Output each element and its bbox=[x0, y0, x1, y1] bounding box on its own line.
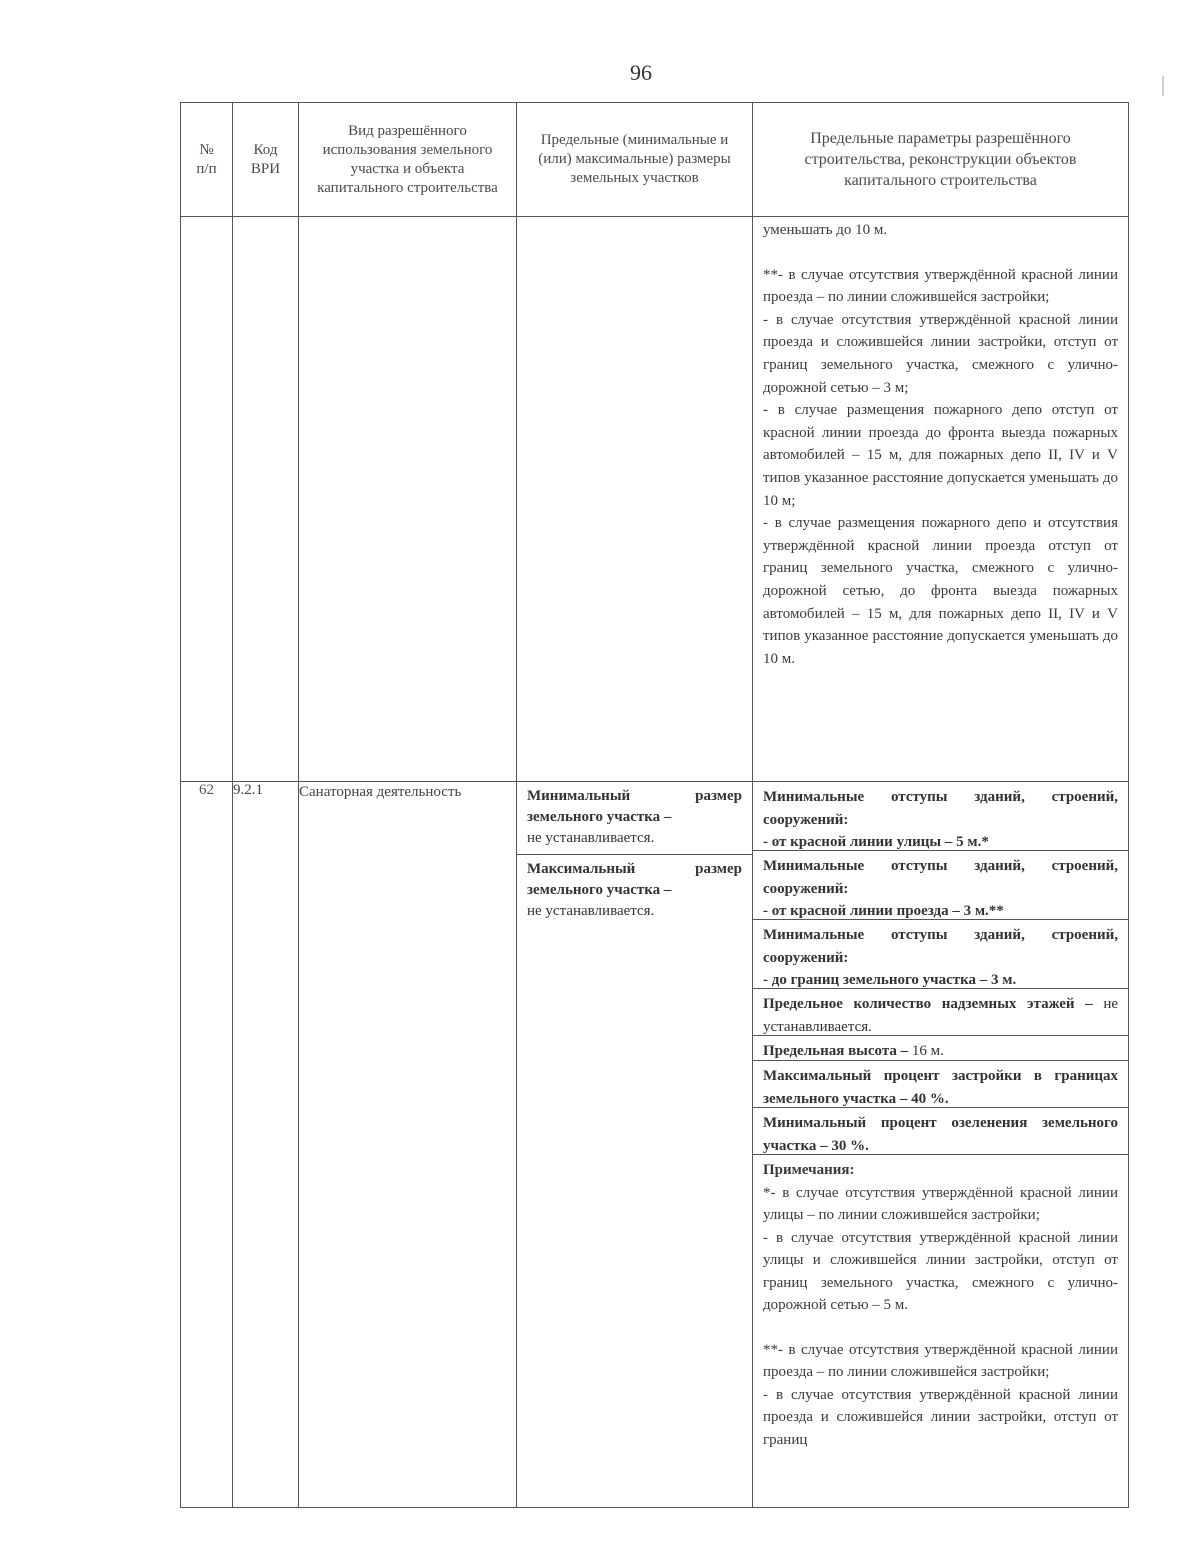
param-label: Предельное количество надземных этажей – bbox=[763, 996, 1093, 1012]
note-paragraph: *- в случае отсутствия утверждённой красной линии улицы – по линии сложившейся застройки; bbox=[763, 1184, 1118, 1223]
min-size-label: Минимальный размер земельного участка – bbox=[527, 788, 742, 825]
notes-title: Примечания: bbox=[763, 1162, 855, 1178]
table-header-row bbox=[181, 103, 1129, 217]
cont-paragraph: - в случае размещения пожарного депо и отсутствия утверждённой красной линии проезда отступ от границ земельного участка, смежного с улично-дорожной сетью, до фронта выезда пожарных автомобилей – 15 м, для пожарных депо II, IV и V типов указанное расстояние допускается уменьшать до 10 м. bbox=[763, 515, 1118, 667]
param-height bbox=[753, 1036, 1128, 1061]
cont-paragraph: - в случае размещения пожарного депо отступ от красной линии проезда до фронта выезда пожарных автомобилей – 15 м, для пожарных депо II, IV и V типов указанное расстояние допускается уменьшать до 10 м; bbox=[763, 402, 1118, 509]
header-kind: Вид разрешённого использования земельного участка и объекта капитального строительства bbox=[299, 103, 517, 217]
note-paragraph: - в случае отсутствия утверждённой красной линии улицы и сложившейся линии застройки, отступ от границ земельного участка, смежного с улично-дорожной сетью – 5 м. bbox=[763, 1229, 1118, 1313]
param-coverage bbox=[753, 1061, 1128, 1108]
cont-code-cell bbox=[233, 217, 299, 782]
param-label: Предельная высота – bbox=[763, 1043, 909, 1059]
param-label: Минимальные отступы зданий, строений, сооружений: bbox=[763, 789, 1118, 828]
max-size-label: Максимальный размер земельного участка – bbox=[527, 861, 742, 898]
regulations-table bbox=[180, 102, 1129, 1508]
param-label: Максимальный процент застройки в границах земельного участка – bbox=[763, 1068, 1118, 1107]
param-value: не устанавливается. bbox=[763, 996, 1118, 1035]
min-size-value: не устанавливается. bbox=[527, 830, 655, 846]
note-paragraph: **- в случае отсутствия утверждённой красной линии проезда – по линии сложившейся застройки; bbox=[763, 1341, 1118, 1380]
row-params-cell bbox=[753, 782, 1129, 1508]
min-size-block bbox=[517, 782, 752, 855]
header-num: № п/п bbox=[181, 103, 233, 217]
table-row-62 bbox=[181, 782, 1129, 1508]
row-number: 62 bbox=[181, 782, 233, 1508]
notes-block bbox=[753, 1155, 1128, 1455]
max-size-value: не устанавливается. bbox=[527, 903, 655, 919]
cont-paragraph: **- в случае отсутствия утверждённой красной линии проезда – по линии сложившейся застройки; bbox=[763, 266, 1118, 306]
scan-edge-mark bbox=[1162, 76, 1164, 96]
cont-first-line: уменьшать до 10 м. bbox=[763, 222, 888, 238]
param-label: Минимальные отступы зданий, строений, сооружений: bbox=[763, 927, 1118, 966]
param-greening bbox=[753, 1108, 1128, 1155]
header-sizes: Предельные (минимальные и (или) максимальные) размеры земельных участков bbox=[517, 103, 753, 217]
param-value: 30 %. bbox=[831, 1137, 869, 1154]
param-value: 16 м. bbox=[911, 1043, 944, 1059]
cont-num-cell bbox=[181, 217, 233, 782]
param-label: Минимальные отступы зданий, строений, сооружений: bbox=[763, 858, 1118, 897]
table-row-continuation bbox=[181, 217, 1129, 782]
param-label: Минимальный процент озеленения земельного участка – bbox=[763, 1115, 1118, 1154]
page-number: 96 bbox=[630, 60, 652, 85]
cont-sizes-cell bbox=[517, 217, 753, 782]
param-setback-boundary bbox=[753, 920, 1128, 989]
cont-kind-cell bbox=[299, 217, 517, 782]
param-floors bbox=[753, 989, 1128, 1036]
row-code: 9.2.1 bbox=[233, 782, 299, 1508]
param-value: - от красной линии проезда – 3 м.** bbox=[763, 903, 1004, 919]
note-paragraph: - в случае отсутствия утверждённой красной линии проезда и сложившейся линии застройки, отступ от границ bbox=[763, 1386, 1118, 1448]
row-sizes-cell bbox=[517, 782, 753, 1508]
max-size-block bbox=[517, 855, 752, 926]
header-code: Код ВРИ bbox=[233, 103, 299, 217]
header-params: Предельные параметры разрешённого строительства, реконструкции объектов капитального строительства bbox=[753, 103, 1129, 217]
param-value: 40 %. bbox=[911, 1090, 949, 1107]
param-value: - от красной линии улицы – 5 м.* bbox=[763, 834, 989, 850]
cont-params-cell bbox=[753, 217, 1129, 782]
cont-paragraph: - в случае отсутствия утверждённой красной линии проезда и сложившейся линии застройки, отступ от границ земельного участка, смежного с улично-дорожной сетью – 3 м; bbox=[763, 311, 1118, 396]
param-setback-driveway bbox=[753, 851, 1128, 920]
row-kind: Санаторная деятельность bbox=[299, 782, 517, 1508]
param-setback-street bbox=[753, 782, 1128, 851]
param-value: - до границ земельного участка – 3 м. bbox=[763, 972, 1017, 988]
